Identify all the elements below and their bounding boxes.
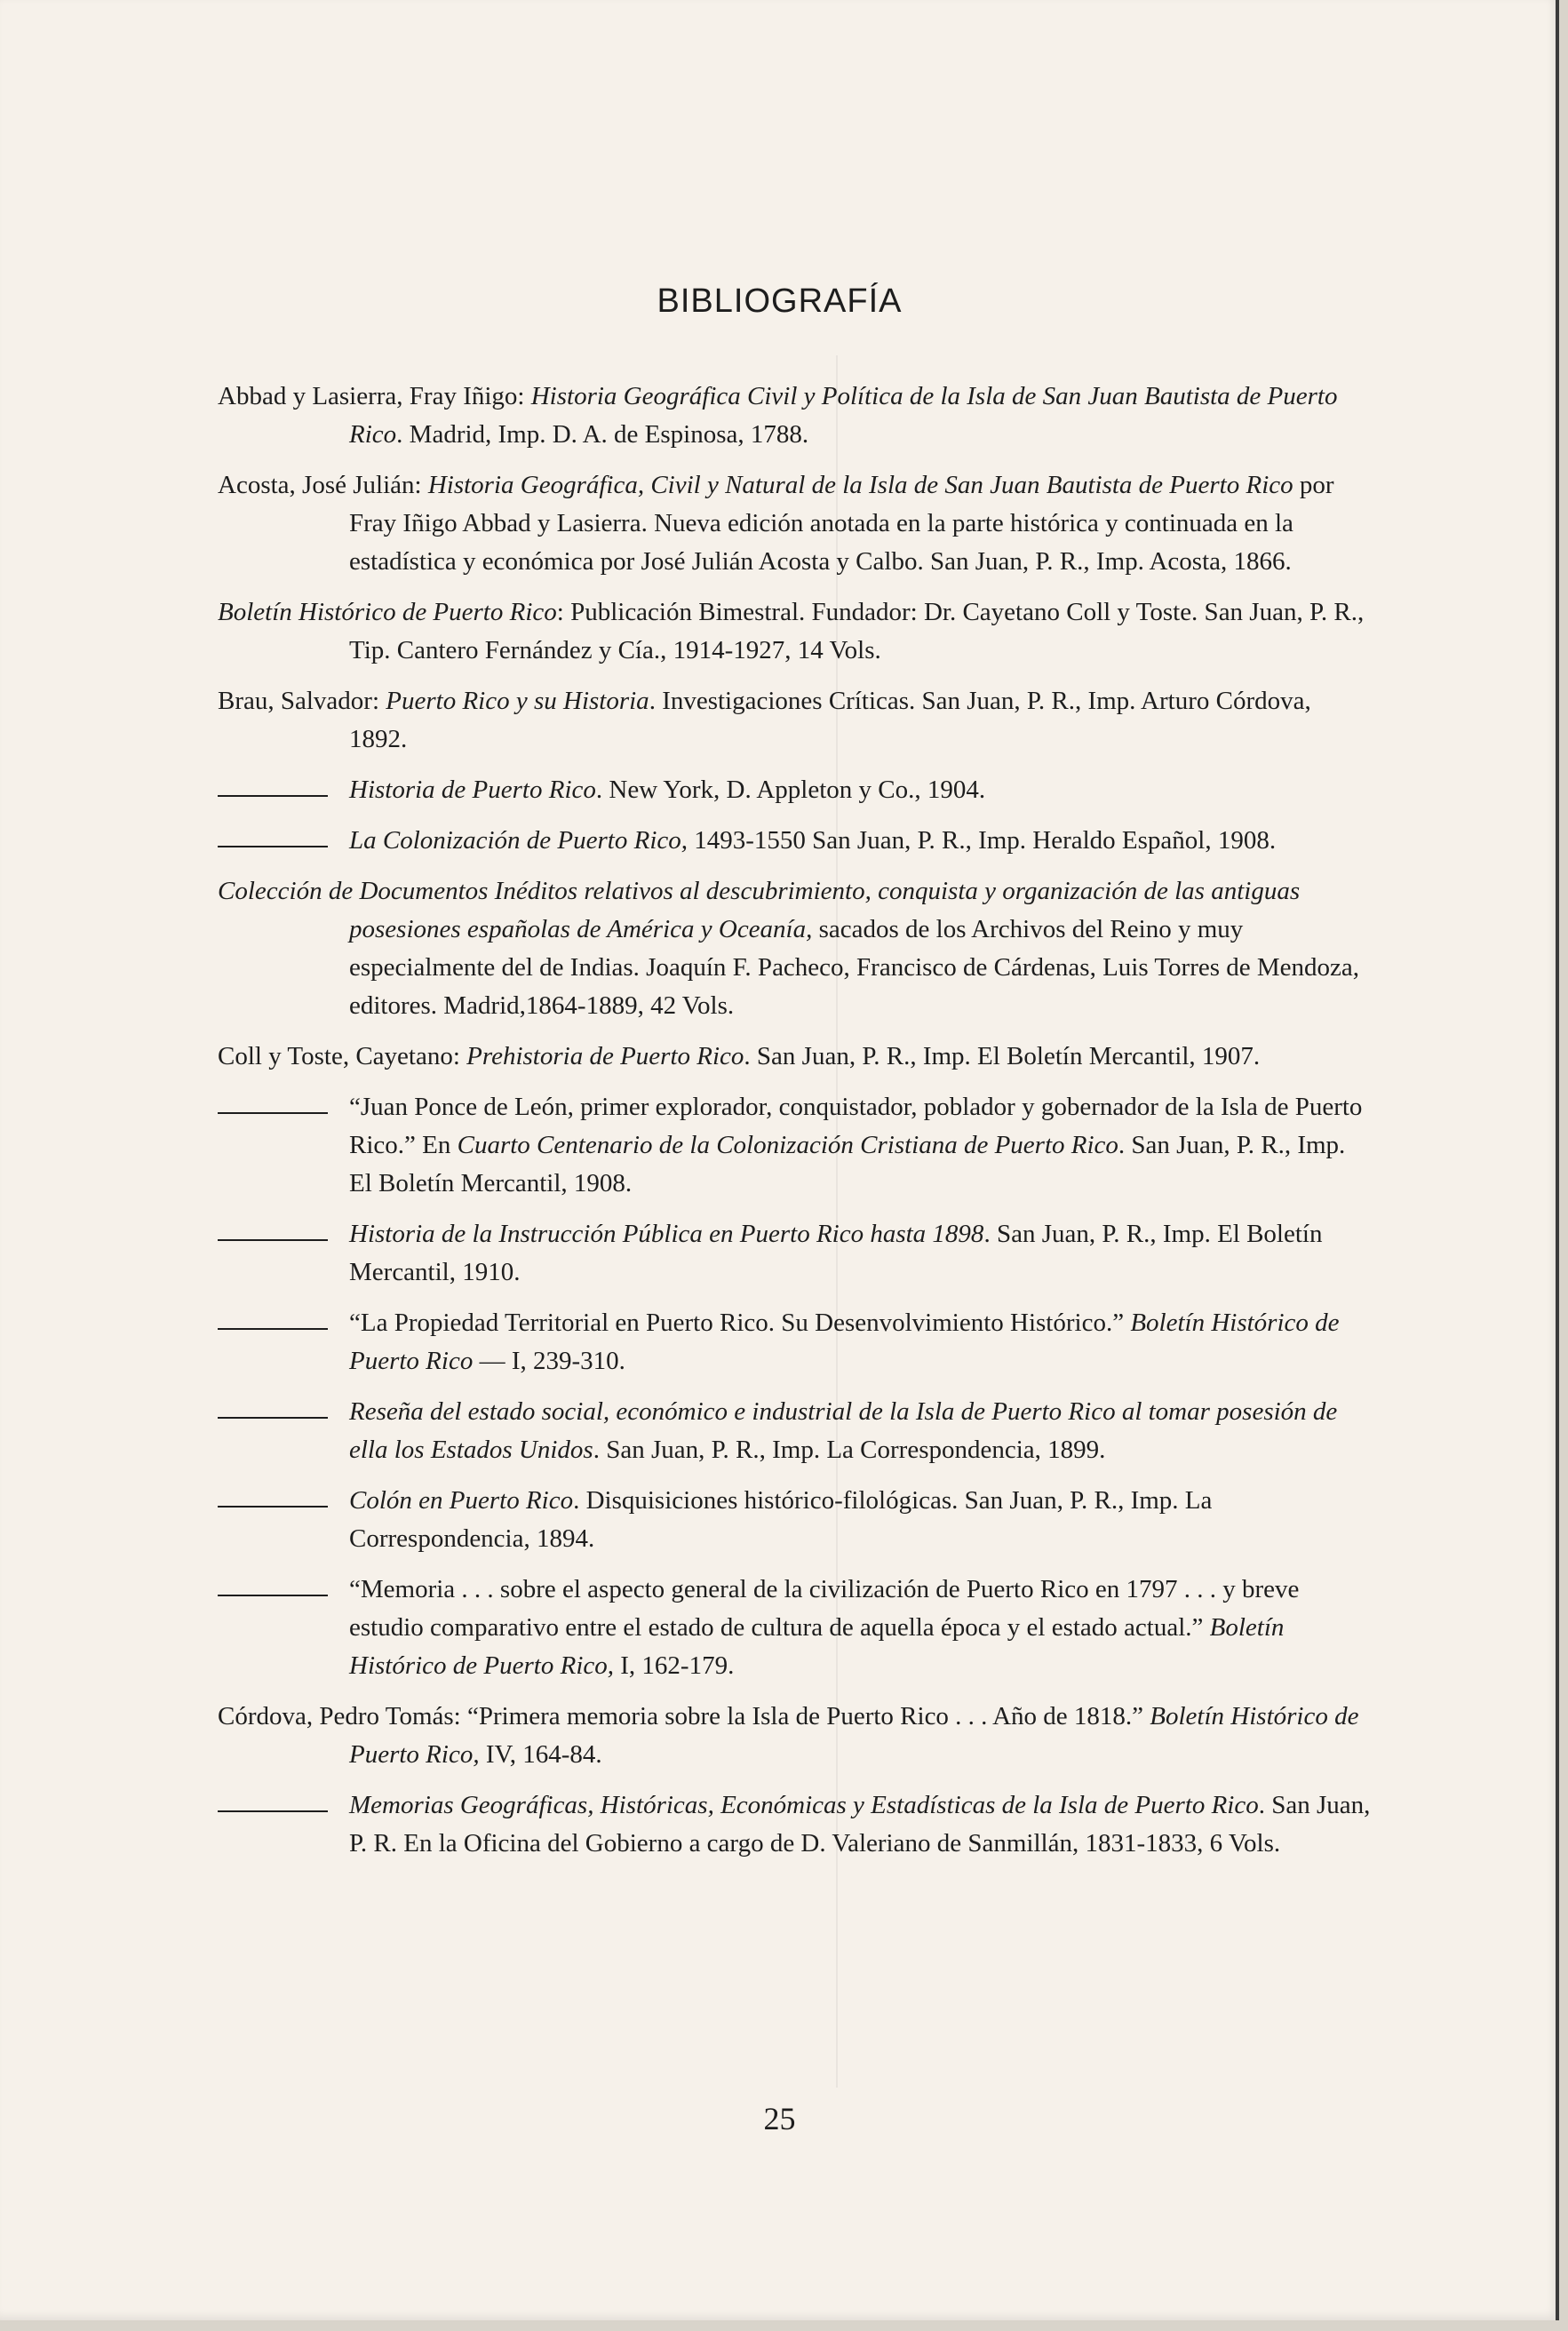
entry-details: . New York, D. Appleton y Co., 1904. xyxy=(595,776,986,804)
bibliography-entry xyxy=(218,466,1371,581)
bibliography-entry xyxy=(218,1571,1371,1685)
entry-details: . Madrid, Imp. D. A. de Espinosa, 1788. xyxy=(396,420,809,449)
entry-work-title: Reseña del estado social, económico e industrial de la Isla de Puerto Rico al tomar posesión de ella los Estados Unidos xyxy=(349,1397,1338,1464)
entry-work-title: Memorias Geográficas, Históricas, Económicas y Estadísticas de la Isla de Puerto Rico xyxy=(349,1791,1259,1819)
entry-work-title: Boletín Histórico de Puerto Rico xyxy=(349,1309,1340,1375)
entry-work-title: Historia Geográfica Civil y Política de la Isla de San Juan Bautista de Puerto Rico xyxy=(349,382,1338,449)
same-author-dash xyxy=(218,1417,328,1419)
entry-author: Abbad y Lasierra, Fray Iñigo: xyxy=(218,382,531,410)
bibliography-entry xyxy=(218,593,1371,670)
entry-details: : Publicación Bimestral. Fundador: Dr. Cayetano Coll y Toste. San Juan, P. R., Tip. Cantero Fernández y Cía., 1914-1927, 14 Vols. xyxy=(349,598,1365,664)
bibliography-entry xyxy=(218,1215,1371,1292)
entry-details: IV, 164-84. xyxy=(479,1740,602,1769)
bibliography-entry xyxy=(218,1038,1371,1076)
entry-details: I, 162-179. xyxy=(614,1651,735,1680)
same-author-dash xyxy=(218,1810,328,1812)
entry-details: . San Juan, P. R., Imp. El Boletín Mercantil, 1908. xyxy=(349,1131,1346,1197)
entry-details: . Investigaciones Críticas. San Juan, P. R., Imp. Arturo Córdova, 1892. xyxy=(349,687,1311,753)
entry-details: . San Juan, P. R. En la Oficina del Gobierno a cargo de D. Valeriano de Sanmillán, 1831-1833, 6 Vols. xyxy=(349,1791,1371,1858)
entry-author: Coll y Toste, Cayetano: xyxy=(218,1042,467,1070)
entry-work-title: Colección de Documentos Inéditos relativos al descubrimiento, conquista y organización de las antiguas posesiones españolas de América y Oceanía, xyxy=(218,877,1301,943)
same-author-dash xyxy=(218,1112,328,1114)
same-author-dash xyxy=(218,1239,328,1241)
entry-details: . San Juan, P. R., Imp. La Correspondencia, 1899. xyxy=(593,1436,1106,1464)
bibliography-entry xyxy=(218,682,1371,759)
same-author-dash xyxy=(218,1328,328,1330)
entry-work-title: La Colonización de Puerto Rico, xyxy=(349,826,688,855)
entry-work-title: Colón en Puerto Rico xyxy=(349,1486,574,1515)
bibliography-entry xyxy=(218,872,1371,1025)
entry-author: Brau, Salvador: xyxy=(218,687,386,715)
entry-work-title: Historia de la Instrucción Pública en Puerto Rico hasta 1898 xyxy=(349,1220,984,1248)
entry-details: . Disquisiciones histórico-filológicas. San Juan, P. R., Imp. La Correspondencia, 1894. xyxy=(349,1486,1213,1553)
entry-author: Córdova, Pedro Tomás: xyxy=(218,1702,467,1730)
bibliography-entry xyxy=(218,1698,1371,1774)
entry-work-title: Boletín Histórico de Puerto Rico xyxy=(218,598,557,626)
entry-article-title: “La Propiedad Territorial en Puerto Rico. Su Desenvolvimiento Histórico.” xyxy=(349,1309,1131,1337)
bibliography-list xyxy=(218,378,1371,1875)
bibliography-entry xyxy=(218,378,1371,454)
page-title: BIBLIOGRAFÍA xyxy=(657,282,903,320)
entry-work-title: Boletín Histórico de Puerto Rico, xyxy=(349,1702,1359,1769)
same-author-dash xyxy=(218,846,328,847)
entry-details: — I, 239-310. xyxy=(473,1347,625,1375)
bibliography-entry xyxy=(218,822,1371,860)
page-number: 25 xyxy=(763,2101,796,2136)
bibliography-entry xyxy=(218,1304,1371,1380)
bibliography-entry xyxy=(218,1482,1371,1558)
entry-work-title: Boletín Histórico de Puerto Rico, xyxy=(349,1613,1285,1680)
entry-work-title: Prehistoria de Puerto Rico xyxy=(466,1042,744,1070)
entry-details: 1493-1550 San Juan, P. R., Imp. Heraldo Español, 1908. xyxy=(688,826,1277,855)
entry-author: Acosta, José Julián: xyxy=(218,471,428,499)
entry-details: sacados de los Archivos del Reino y muy especialmente del de Indias. Joaquín F. Pacheco, Francisco de Cárdenas, Luis Torres de Mendoza, editores. Madrid,1864-1889, 42 Vols. xyxy=(349,915,1360,1020)
entry-details: . San Juan, P. R., Imp. El Boletín Mercantil, 1907. xyxy=(744,1042,1261,1070)
bibliography-entry xyxy=(218,1088,1371,1203)
bibliography-entry xyxy=(218,1393,1371,1469)
entry-details: . San Juan, P. R., Imp. El Boletín Mercantil, 1910. xyxy=(349,1220,1323,1286)
same-author-dash xyxy=(218,795,328,797)
bibliography-entry xyxy=(218,771,1371,809)
same-author-dash xyxy=(218,1595,328,1596)
entry-work-title: Historia de Puerto Rico xyxy=(349,776,596,804)
entry-work-title: Cuarto Centenario de la Colonización Cristiana de Puerto Rico xyxy=(457,1131,1118,1159)
entry-article-title: “Memoria . . . sobre el aspecto general de la civilización de Puerto Rico en 1797 . . . y breve estudio comparativo entre el estado de cultura de aquella época y el estado actual.” xyxy=(349,1575,1300,1642)
entry-work-title: Historia Geográfica, Civil y Natural de la Isla de San Juan Bautista de Puerto Rico xyxy=(427,471,1293,499)
bibliography-entry xyxy=(218,1786,1371,1863)
entry-article-title: “Juan Ponce de León, primer explorador, conquistador, poblador y gobernador de la Isla de Puerto Rico.” En xyxy=(349,1093,1363,1159)
same-author-dash xyxy=(218,1506,328,1508)
entry-details: por Fray Iñigo Abbad y Lasierra. Nueva edición anotada en la parte histórica y continuada en la estadística y económica por José Julián Acosta y Calbo. San Juan, P. R., Imp. Acosta, 1866. xyxy=(349,471,1334,576)
entry-work-title: Puerto Rico y su Historia xyxy=(386,687,649,715)
entry-article-title: “Primera memoria sobre la Isla de Puerto Rico . . . Año de 1818.” xyxy=(466,1702,1150,1730)
